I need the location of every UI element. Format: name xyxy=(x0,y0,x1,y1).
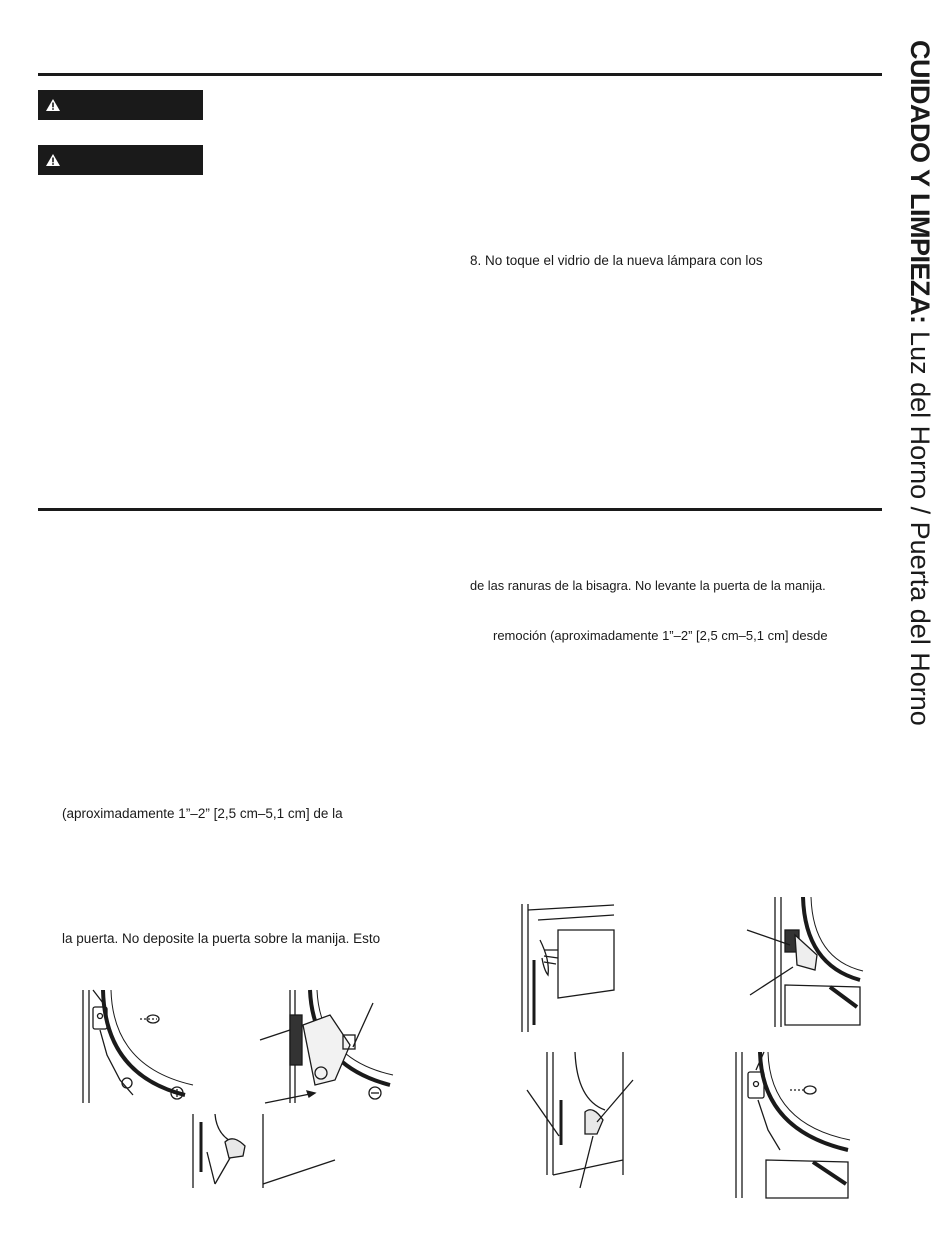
removal-text: remoción (aproximadamente 1”–2” [2,5 cm–5,1 cm] desde xyxy=(493,628,828,643)
hinge-slots-text: de las ranuras de la bisagra. No levante la puerta de la manija. xyxy=(470,578,826,593)
middle-divider xyxy=(38,508,882,511)
approx-distance-text: (aproximadamente 1”–2” [2,5 cm–5,1 cm] de la xyxy=(62,806,343,821)
figure-hinge-reinstall xyxy=(728,1050,853,1200)
figure-door-latch xyxy=(525,1050,640,1190)
warning-banner-1 xyxy=(38,90,203,120)
figure-door-edge xyxy=(185,1112,345,1190)
door-handle-text: la puerta. No deposite la puerta sobre la manija. Esto xyxy=(62,931,381,946)
figure-open-door xyxy=(518,900,618,1035)
side-title-bold: CUIDADO Y LIMPIEZA: xyxy=(905,40,935,324)
top-divider xyxy=(38,73,882,76)
figure-hinge-lock xyxy=(255,985,395,1105)
figure-hinge-screw xyxy=(75,985,210,1105)
warning-banner-2 xyxy=(38,145,203,175)
warning-triangle-icon xyxy=(46,99,60,111)
side-title-light: Luz del Horno / Puerta del Horno xyxy=(905,331,935,726)
side-section-title xyxy=(903,40,937,726)
step-8-text: 8. No toque el vidrio de la nueva lámpara con los xyxy=(470,253,763,268)
figure-hinge-arm xyxy=(745,895,865,1030)
warning-triangle-icon xyxy=(46,154,60,166)
